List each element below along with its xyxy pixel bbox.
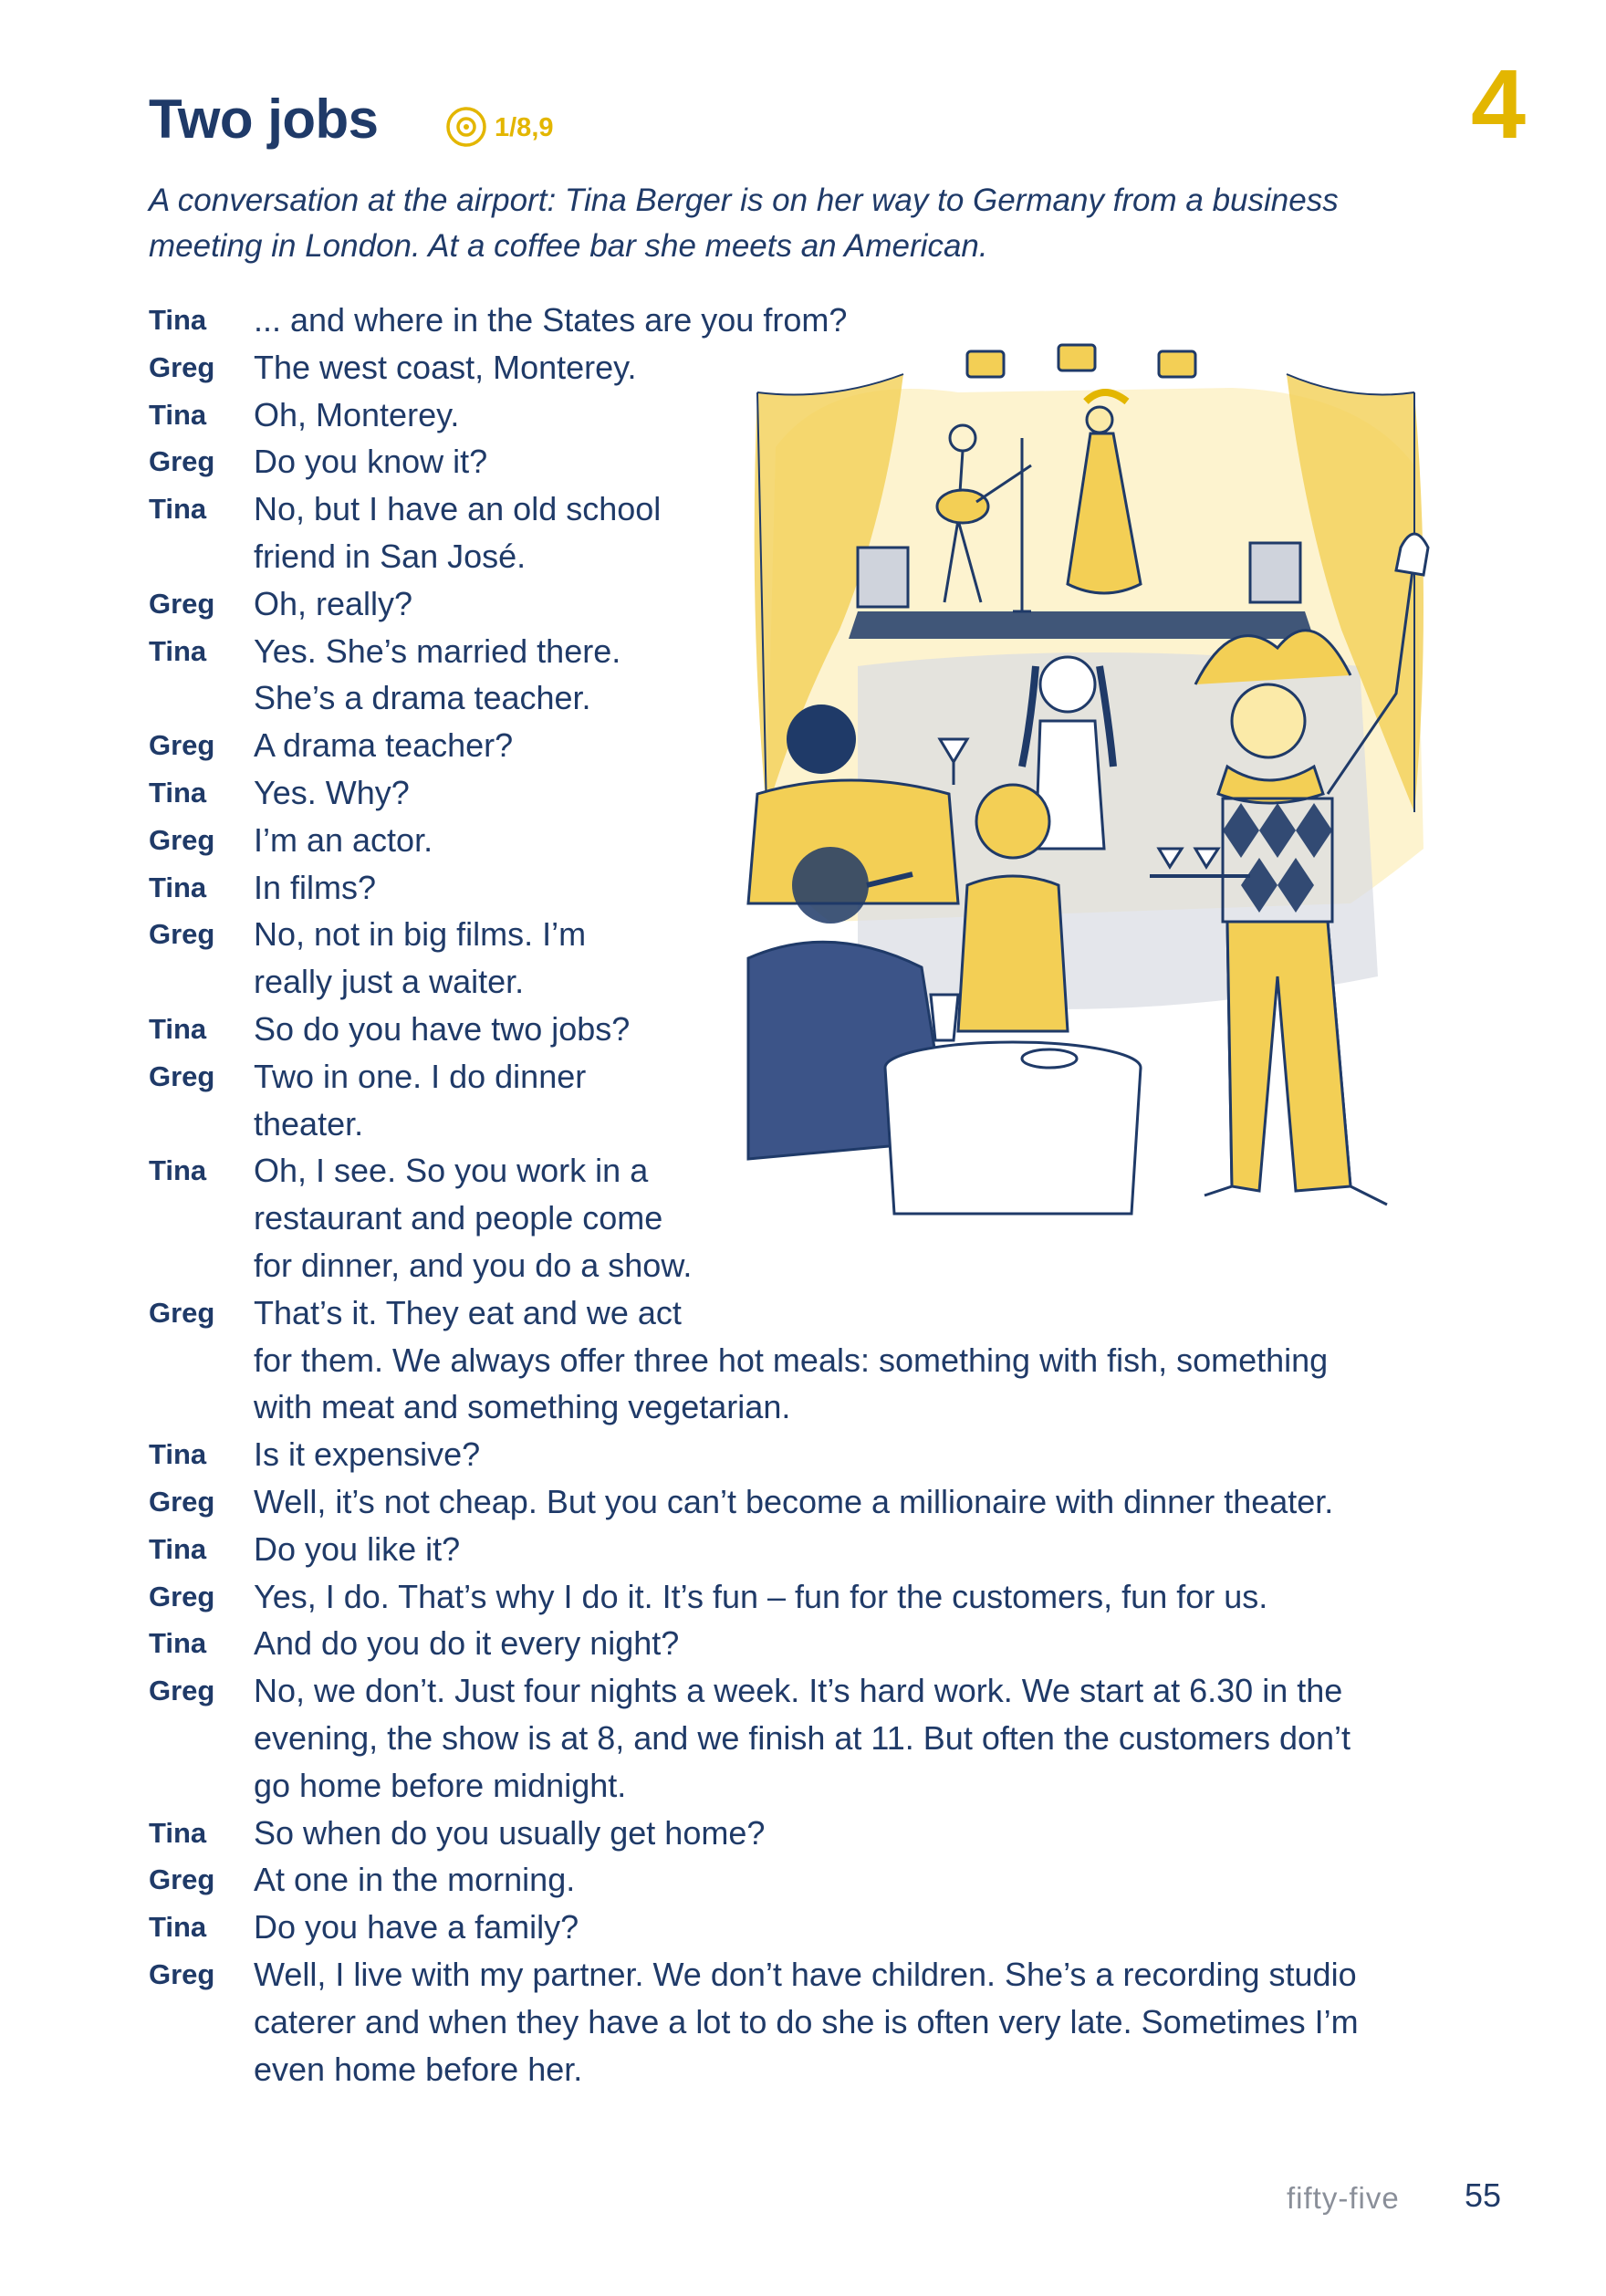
unit-number: 4 [1471, 48, 1527, 159]
speaker-name: Tina [149, 1816, 207, 1849]
speaker-name: Greg [149, 1059, 215, 1092]
dialogue-line: restaurant and people come [254, 1199, 663, 1237]
page-number: 55 [1465, 2176, 1502, 2214]
dinner-theater-illustration [721, 338, 1451, 1278]
dialogue-line: She’s a drama teacher. [254, 679, 591, 717]
cd-icon [445, 106, 487, 148]
speaker-name: Greg [149, 1958, 215, 1990]
dialogue-line: Well, it’s not cheap. But you can’t become a millionaire with dinner theater. [254, 1483, 1334, 1520]
dialogue-line: for dinner, and you do a show. [254, 1246, 693, 1284]
dialogue-line: No, not in big films. I’m [254, 915, 587, 954]
dialogue-line: evening, the show is at 8, and we finish at 11. But often the customers don’t [254, 1718, 1351, 1757]
speaker-name: Tina [149, 871, 207, 903]
speaker-name: Greg [149, 350, 215, 383]
dialogue-line: even home before her. [254, 2050, 583, 2088]
dialogue-line: for them. We always offer three hot meals: something with fish, something [254, 1341, 1329, 1379]
dialogue-line: Yes. She’s married there. [254, 631, 621, 670]
dialogue-line: caterer and when they have a lot to do she is often very late. Sometimes I’m [254, 2002, 1359, 2040]
speaker-name: Greg [149, 1486, 215, 1518]
speaker-name: Greg [149, 1863, 215, 1896]
dialogue-line: That’s it. They eat and we act [254, 1293, 682, 1331]
speaker-name: Greg [149, 729, 215, 762]
dialogue-line: Yes. Why? [254, 774, 410, 811]
dialogue-line: So do you have two jobs? [254, 1010, 631, 1048]
speaker-name: Greg [149, 1580, 215, 1612]
dialogue-line: theater. [254, 1104, 364, 1143]
speaker-name: Tina [149, 304, 207, 336]
page-number-word: fifty-five [1287, 2181, 1400, 2215]
speaker-name: Tina [149, 1154, 207, 1187]
dialogue-line: Do you like it? [254, 1529, 461, 1568]
speaker-name: Greg [149, 1296, 215, 1329]
dialogue-line: really just a waiter. [254, 963, 525, 1001]
dialogue-line: And do you do it every night? [254, 1624, 680, 1663]
dialogue-line: Is it expensive? [254, 1435, 481, 1474]
dialogue-line: Do you have a family? [254, 1908, 579, 1946]
speaker-name: Tina [149, 634, 207, 667]
dialogue-line: In films? [254, 868, 377, 906]
dialogue-line: Oh, really? [254, 584, 413, 622]
speaker-name: Tina [149, 493, 207, 526]
dialogue-line: go home before midnight. [254, 1766, 627, 1804]
dialogue-line: with meat and something vegetarian. [254, 1388, 791, 1426]
dialogue-line: Yes, I do. That’s why I do it. It’s fun – fun for the customers, fun for us. [254, 1577, 1268, 1615]
dialogue-line: I’m an actor. [254, 820, 433, 859]
speaker-name: Greg [149, 587, 215, 620]
dialogue-line: Well, I live with my partner. We don’t have children. She’s a recording studio [254, 1956, 1357, 1993]
speaker-name: Greg [149, 823, 215, 856]
speaker-name: Tina [149, 398, 207, 431]
dialogue-line: friend in San José. [254, 537, 527, 575]
dialogue-line: No, but I have an old school [254, 490, 662, 528]
dialogue-line: ... and where in the States are you from? [254, 301, 848, 339]
dialogue-line: At one in the morning. [254, 1861, 576, 1899]
dialogue-line: Do you know it? [254, 443, 488, 481]
intro-text: A conversation at the airport: Tina Berger is on her way to Germany from a business meeting in London. At a coffee bar she meets an American. [149, 183, 1339, 264]
speaker-name: Tina [149, 1911, 207, 1944]
speaker-name: Greg [149, 918, 215, 951]
speaker-name: Greg [149, 445, 215, 478]
speaker-name: Tina [149, 1627, 207, 1660]
speaker-name: Tina [149, 1532, 207, 1565]
dialogue-line: Oh, I see. So you work in a [254, 1152, 649, 1190]
dialogue-line: Two in one. I do dinner [254, 1057, 587, 1095]
speaker-name: Tina [149, 1438, 207, 1471]
dialogue-line: So when do you usually get home? [254, 1813, 766, 1852]
speaker-name: Tina [149, 777, 207, 809]
speaker-name: Greg [149, 1675, 215, 1707]
speaker-name: Tina [149, 1013, 207, 1045]
audio-track-label: 1/8,9 [495, 113, 554, 142]
dialogue-line: A drama teacher? [254, 726, 514, 765]
dialogue-line: Oh, Monterey. [254, 395, 460, 433]
dialogue-line: No, we don’t. Just four nights a week. It’s hard work. We start at 6.30 in the [254, 1672, 1343, 1710]
dialogue-line: The west coast, Monterey. [254, 348, 637, 386]
page-title: Two jobs [149, 89, 379, 150]
